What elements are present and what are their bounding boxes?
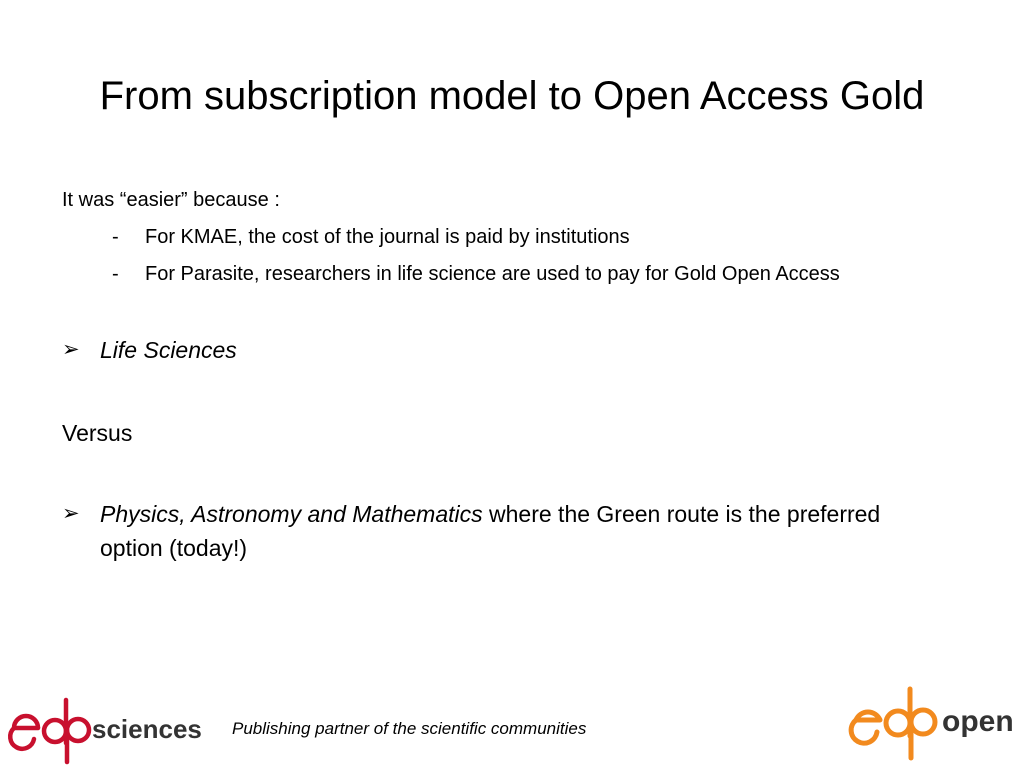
sub-item-kmae bbox=[112, 224, 630, 250]
sub-item-text: For Parasite, researchers in life science are used to pay for Gold Open Access bbox=[145, 263, 840, 285]
intro-text: It was “easier” because : bbox=[62, 189, 280, 211]
logo-word-sciences: sciences bbox=[92, 714, 202, 744]
bullet-physics bbox=[62, 497, 942, 565]
dash-marker: - bbox=[112, 226, 119, 248]
sub-item-text: For KMAE, the cost of the journal is paid by institutions bbox=[145, 226, 630, 248]
footer-tagline: Publishing partner of the scientific communities bbox=[232, 719, 587, 738]
physics-rest-text: where the Green route is the preferred option (today!) bbox=[100, 501, 881, 561]
arrow-bullet-icon: ➢ bbox=[62, 338, 80, 361]
bullet-life-sciences bbox=[62, 333, 942, 367]
sub-item-parasite bbox=[112, 261, 840, 287]
edp-open-logo bbox=[850, 684, 1022, 764]
logo-word-open: open bbox=[942, 705, 1014, 738]
edp-sciences-logo bbox=[8, 694, 202, 766]
versus-text: Versus bbox=[62, 420, 133, 446]
arrow-bullet-icon: ➢ bbox=[62, 502, 80, 525]
slide-title: From subscription model to Open Access Gold bbox=[99, 74, 925, 118]
dash-marker: - bbox=[112, 263, 119, 285]
life-sciences-label: Life Sciences bbox=[100, 337, 237, 363]
physics-label: Physics, Astronomy and Mathematics bbox=[100, 501, 483, 527]
